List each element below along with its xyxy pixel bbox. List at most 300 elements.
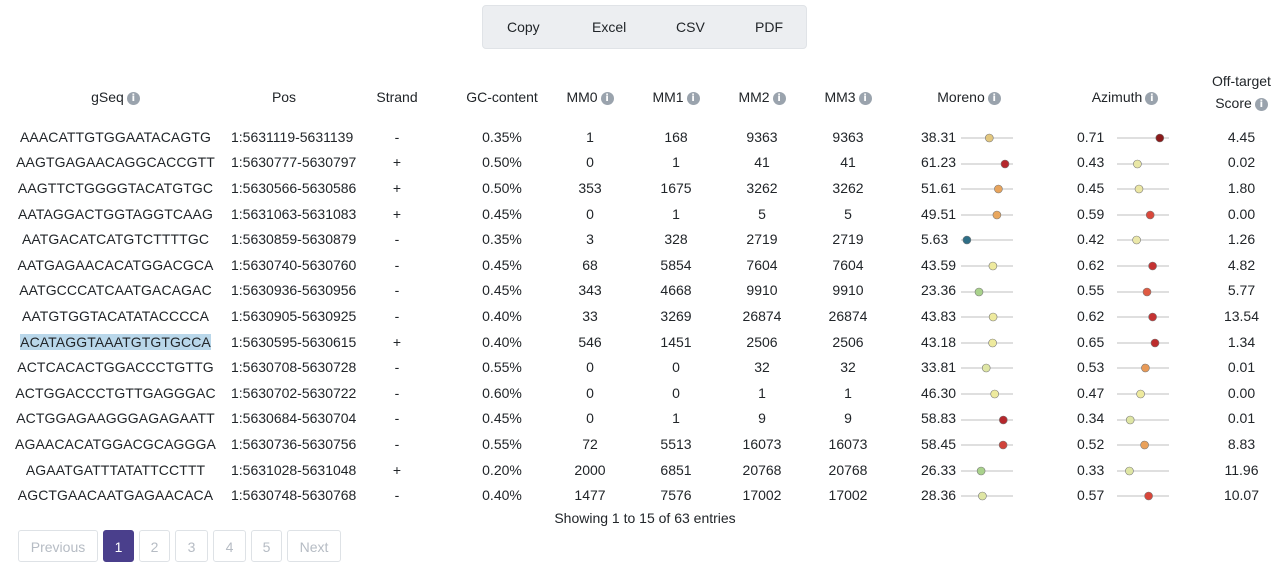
gseq-cell[interactable] <box>0 278 231 304</box>
moreno-score-marker <box>977 467 985 475</box>
mm0-cell: 0 <box>586 154 594 171</box>
mm0-cell: 33 <box>582 307 598 324</box>
header-label: Strand <box>376 89 418 105</box>
azimuth-score-value: 0.53 <box>1077 359 1105 376</box>
table-row[interactable] <box>0 406 1280 432</box>
moreno-score-cell <box>891 354 1047 380</box>
mm0-cell: 546 <box>578 333 602 350</box>
gseq-cell[interactable] <box>0 329 231 355</box>
pagination-next-button[interactable]: Next <box>287 530 341 562</box>
mm1-cell: 4668 <box>660 282 692 299</box>
mm0-cell: 0 <box>586 359 594 376</box>
mm2-cell: 2506 <box>746 333 778 350</box>
mm1-cell: 0 <box>672 384 680 401</box>
moreno-score-indicator <box>959 158 1015 170</box>
azimuth-score-marker <box>1137 390 1145 398</box>
offtarget-score-cell: 11.96 <box>1224 461 1259 478</box>
azimuth-score-indicator <box>1115 414 1171 426</box>
mm3-cell: 5 <box>844 205 852 222</box>
moreno-score-value: 43.83 <box>921 307 957 324</box>
column-header-moreno[interactable] <box>891 70 1047 124</box>
pagination-page-4[interactable]: 4 <box>213 530 246 562</box>
table-row[interactable] <box>0 124 1280 150</box>
strand-cell: - <box>394 231 400 248</box>
azimuth-score-value: 0.34 <box>1077 410 1105 427</box>
moreno-score-value: 51.61 <box>921 179 957 196</box>
table-row[interactable] <box>0 278 1280 304</box>
gc-content-cell: 0.35% <box>482 128 522 145</box>
pos-cell: 1:5631119-5631139 <box>231 128 354 145</box>
azimuth-score-cell <box>1047 201 1203 227</box>
excel-button[interactable]: Excel <box>592 19 627 35</box>
moreno-score-indicator <box>959 132 1015 144</box>
pos-cell: 1:5630936-5630956 <box>231 282 357 299</box>
moreno-score-marker <box>994 185 1002 193</box>
header-label: MM0 <box>566 89 598 105</box>
moreno-score-cell <box>891 380 1047 406</box>
gc-content-cell: 0.35% <box>482 231 522 248</box>
gseq-value: AGAATGATTTATATTCCTTT <box>25 461 206 478</box>
azimuth-score-value: 0.62 <box>1077 256 1105 273</box>
strand-cell: - <box>394 128 400 145</box>
azimuth-score-cell <box>1047 252 1203 278</box>
pos-cell: 1:5630702-5630722 <box>231 384 357 401</box>
azimuth-score-indicator <box>1115 183 1171 195</box>
moreno-score-indicator <box>959 286 1015 298</box>
mm2-cell: 3262 <box>746 179 778 196</box>
mm0-cell: 343 <box>578 282 602 299</box>
table-row[interactable] <box>0 303 1280 329</box>
strand-cell: - <box>394 384 400 401</box>
gseq-cell[interactable] <box>0 380 231 406</box>
moreno-score-cell <box>891 406 1047 432</box>
mm1-cell: 1 <box>672 154 680 171</box>
moreno-score-value: 61.23 <box>921 154 957 171</box>
moreno-score-cell <box>891 457 1047 483</box>
moreno-score-cell <box>891 482 1047 508</box>
moreno-score-value: 58.83 <box>921 410 957 427</box>
gseq-cell[interactable] <box>0 406 231 432</box>
mm2-cell: 9 <box>758 410 766 427</box>
azimuth-score-value: 0.33 <box>1077 461 1105 478</box>
gc-content-cell: 0.45% <box>482 282 522 299</box>
table-row[interactable] <box>0 175 1280 201</box>
header-label: gSeq <box>91 89 124 105</box>
table-row[interactable] <box>0 150 1280 176</box>
gc-content-cell: 0.45% <box>482 410 522 427</box>
offtarget-score-cell: 0.01 <box>1227 410 1256 427</box>
mm3-cell: 2719 <box>832 231 864 248</box>
moreno-score-indicator <box>959 337 1015 349</box>
mm3-cell: 20768 <box>828 461 868 478</box>
mm3-cell: 2506 <box>832 333 864 350</box>
column-header-gseq[interactable] <box>0 70 231 124</box>
gseq-value: ACATAGGTAAATGTGTGCCA <box>20 333 211 350</box>
azimuth-score-cell <box>1047 380 1203 406</box>
azimuth-score-cell <box>1047 482 1203 508</box>
table-row[interactable] <box>0 252 1280 278</box>
table-header-row <box>0 70 1280 124</box>
gseq-cell[interactable] <box>0 431 231 457</box>
mm1-cell: 6851 <box>660 461 692 478</box>
mm3-cell: 41 <box>840 154 856 171</box>
moreno-score-marker <box>991 390 999 398</box>
azimuth-score-indicator <box>1115 490 1171 502</box>
moreno-score-value: 5.63 <box>921 231 949 248</box>
header-label: MM3 <box>824 89 856 105</box>
azimuth-score-indicator <box>1115 465 1171 477</box>
strand-cell: - <box>394 282 400 299</box>
azimuth-score-value: 0.47 <box>1077 384 1105 401</box>
header-label: Pos <box>271 89 297 105</box>
gc-content-cell: 0.45% <box>482 256 522 273</box>
mm2-cell: 9363 <box>746 128 778 145</box>
gseq-cell[interactable] <box>0 175 231 201</box>
gseq-value: AAGTGAGAACAGGCACCGTT <box>16 154 215 171</box>
azimuth-score-marker <box>1125 467 1133 475</box>
azimuth-score-marker <box>1135 185 1143 193</box>
pagination-page-3[interactable]: 3 <box>175 530 208 562</box>
offtarget-score-cell: 1.26 <box>1227 231 1256 248</box>
moreno-score-indicator <box>959 465 1015 477</box>
mm3-cell: 16073 <box>828 435 868 452</box>
header-label: Moreno <box>937 89 985 105</box>
mm1-cell: 1 <box>672 410 680 427</box>
mm1-cell: 1451 <box>660 333 692 350</box>
gseq-cell[interactable] <box>0 303 231 329</box>
mm0-cell: 3 <box>586 231 594 248</box>
azimuth-score-indicator <box>1115 337 1171 349</box>
mm3-cell: 9 <box>844 410 852 427</box>
info-icon[interactable]: i <box>127 92 140 105</box>
header-label: Off-target <box>1212 73 1271 89</box>
azimuth-score-cell <box>1047 124 1203 150</box>
info-icon[interactable]: i <box>687 92 700 105</box>
moreno-score-indicator <box>959 209 1015 221</box>
mm2-cell: 9910 <box>746 282 778 299</box>
mm0-cell: 0 <box>586 205 594 222</box>
info-icon[interactable]: i <box>859 92 872 105</box>
gseq-value: ACTGGAGAAGGGAGAGAATT <box>16 410 215 427</box>
gc-content-cell: 0.55% <box>482 359 522 376</box>
offtarget-score-cell: 5.77 <box>1227 282 1256 299</box>
azimuth-score-cell <box>1047 303 1203 329</box>
moreno-score-value: 38.31 <box>921 128 957 145</box>
column-header-offtarget-score[interactable] <box>1203 70 1280 124</box>
offtarget-score-cell: 0.00 <box>1227 205 1256 222</box>
offtarget-score-cell: 0.02 <box>1227 154 1256 171</box>
mm2-cell: 20768 <box>742 461 782 478</box>
info-icon[interactable]: i <box>1145 92 1158 105</box>
mm2-cell: 17002 <box>742 487 782 504</box>
mm2-cell: 2719 <box>746 231 778 248</box>
column-header-azimuth[interactable] <box>1047 70 1203 124</box>
moreno-score-marker <box>1001 160 1009 168</box>
moreno-score-value: 49.51 <box>921 205 957 222</box>
mm2-cell: 16073 <box>742 435 782 452</box>
gc-content-cell: 0.20% <box>482 461 522 478</box>
gseq-cell[interactable] <box>0 457 231 483</box>
azimuth-score-cell <box>1047 175 1203 201</box>
azimuth-score-cell <box>1047 406 1203 432</box>
mm1-cell: 328 <box>664 231 688 248</box>
pagination-page-2[interactable]: 2 <box>139 530 170 562</box>
moreno-score-cell <box>891 303 1047 329</box>
mm1-cell: 5513 <box>660 435 692 452</box>
mm2-cell: 7604 <box>746 256 778 273</box>
moreno-score-value: 28.36 <box>921 487 957 504</box>
azimuth-score-marker <box>1133 236 1141 244</box>
table-row[interactable] <box>0 201 1280 227</box>
pos-cell: 1:5630684-5630704 <box>231 410 357 427</box>
gseq-value: AATGCCCATCAATGACAGAC <box>19 282 212 299</box>
azimuth-score-marker <box>1143 288 1151 296</box>
gseq-cell[interactable] <box>0 252 231 278</box>
table-row[interactable] <box>0 329 1280 355</box>
mm0-cell: 1477 <box>574 487 606 504</box>
gseq-value: AATGAGAACACATGGACGCA <box>17 256 214 273</box>
azimuth-score-indicator <box>1115 362 1171 374</box>
moreno-score-cell <box>891 278 1047 304</box>
gc-content-cell: 0.40% <box>482 333 522 350</box>
mm2-cell: 26874 <box>742 307 782 324</box>
table-row[interactable] <box>0 380 1280 406</box>
mm3-cell: 1 <box>844 384 852 401</box>
offtarget-score-cell: 1.80 <box>1227 179 1256 196</box>
moreno-score-cell <box>891 431 1047 457</box>
pos-cell: 1:5630566-5630586 <box>231 179 357 196</box>
column-header-mm0[interactable] <box>547 70 633 124</box>
gseq-cell[interactable] <box>0 354 231 380</box>
mm3-cell: 7604 <box>832 256 864 273</box>
moreno-score-indicator <box>959 183 1015 195</box>
moreno-score-marker <box>978 492 986 500</box>
azimuth-score-value: 0.45 <box>1077 179 1105 196</box>
gseq-value: AATGACATCATGTCTTTTGC <box>21 231 210 248</box>
gc-content-cell: 0.55% <box>482 435 522 452</box>
moreno-score-indicator <box>959 234 1015 246</box>
strand-cell: - <box>394 410 400 427</box>
moreno-score-marker <box>982 364 990 372</box>
moreno-score-indicator <box>959 414 1015 426</box>
azimuth-score-cell <box>1047 278 1203 304</box>
mm3-cell: 17002 <box>828 487 868 504</box>
strand-cell: + <box>392 333 402 350</box>
mm1-cell: 1 <box>672 205 680 222</box>
csv-button[interactable]: CSV <box>676 19 705 35</box>
pos-cell: 1:5630740-5630760 <box>231 256 357 273</box>
gc-content-cell: 0.40% <box>482 487 522 504</box>
moreno-score-indicator <box>959 439 1015 451</box>
azimuth-score-indicator <box>1115 260 1171 272</box>
offtarget-score-cell: 4.82 <box>1227 256 1256 273</box>
moreno-score-cell <box>891 252 1047 278</box>
column-header-mm1[interactable] <box>633 70 719 124</box>
gseq-value: AAACATTGTGGAATACAGTG <box>19 128 211 145</box>
moreno-score-value: 23.36 <box>921 282 957 299</box>
mm0-cell: 353 <box>578 179 602 196</box>
mm0-cell: 2000 <box>574 461 606 478</box>
gseq-cell[interactable] <box>0 124 231 150</box>
mm0-cell: 1 <box>586 128 594 145</box>
gseq-value: ACTGGACCCTGTTGAGGGAC <box>15 384 216 401</box>
strand-cell: + <box>392 179 402 196</box>
azimuth-score-indicator <box>1115 234 1171 246</box>
header-label: GC-content <box>466 89 538 105</box>
gseq-value: ACTCACACTGGACCCTGTTG <box>17 359 214 376</box>
azimuth-score-marker <box>1149 313 1157 321</box>
table-row[interactable] <box>0 482 1280 508</box>
info-icon[interactable]: i <box>601 92 614 105</box>
azimuth-score-cell <box>1047 329 1203 355</box>
azimuth-score-value: 0.57 <box>1077 487 1105 504</box>
mm3-cell: 9363 <box>832 128 864 145</box>
azimuth-score-marker <box>1141 441 1149 449</box>
offtarget-score-cell: 13.54 <box>1223 307 1260 324</box>
mm1-cell: 5854 <box>660 256 692 273</box>
azimuth-score-value: 0.62 <box>1077 307 1105 324</box>
azimuth-score-marker <box>1149 262 1157 270</box>
moreno-score-indicator <box>959 362 1015 374</box>
pos-cell: 1:5630859-5630879 <box>231 231 357 248</box>
mm1-cell: 0 <box>672 359 680 376</box>
column-header-pos[interactable] <box>231 70 337 124</box>
table-info: Showing 1 to 15 of 63 entries <box>554 510 736 526</box>
azimuth-score-marker <box>1126 416 1134 424</box>
moreno-score-marker <box>975 288 983 296</box>
moreno-score-marker <box>989 339 997 347</box>
column-header-gc-content[interactable] <box>457 70 547 124</box>
azimuth-score-value: 0.65 <box>1077 333 1105 350</box>
azimuth-score-indicator <box>1115 388 1171 400</box>
azimuth-score-cell <box>1047 457 1203 483</box>
copy-button[interactable]: Copy <box>507 19 540 35</box>
moreno-score-value: 43.18 <box>921 333 957 350</box>
azimuth-score-marker <box>1156 134 1164 142</box>
pos-cell: 1:5630595-5630615 <box>231 333 357 350</box>
header-label: MM2 <box>738 89 770 105</box>
gseq-value: AATAGGACTGGTAGGTCAAG <box>18 205 213 222</box>
azimuth-score-indicator <box>1115 158 1171 170</box>
offtarget-score-cell: 4.45 <box>1227 128 1256 145</box>
moreno-score-indicator <box>959 311 1015 323</box>
pagination-previous-button[interactable]: Previous <box>18 530 98 562</box>
info-icon[interactable]: i <box>988 92 1001 105</box>
strand-cell: - <box>394 256 400 273</box>
gseq-value: AGCTGAACAATGAGAACACA <box>17 487 214 504</box>
gseq-cell[interactable] <box>0 482 231 508</box>
info-icon[interactable]: i <box>1255 98 1268 111</box>
table-row[interactable] <box>0 431 1280 457</box>
azimuth-score-marker <box>1151 339 1159 347</box>
moreno-score-marker <box>989 262 997 270</box>
pagination-page-1[interactable]: 1 <box>103 530 134 562</box>
pos-cell: 1:5630777-5630797 <box>231 154 357 171</box>
table-row[interactable] <box>0 457 1280 483</box>
azimuth-score-indicator <box>1115 439 1171 451</box>
mm3-cell: 3262 <box>832 179 864 196</box>
gc-content-cell: 0.50% <box>482 179 522 196</box>
column-header-mm2[interactable] <box>719 70 805 124</box>
gseq-value: AGAACACATGGACGCAGGGA <box>15 435 216 452</box>
mm3-cell: 32 <box>840 359 856 376</box>
mm2-cell: 5 <box>758 205 766 222</box>
gseq-cell[interactable] <box>0 226 231 252</box>
azimuth-score-indicator <box>1115 132 1171 144</box>
gseq-cell[interactable] <box>0 150 231 176</box>
moreno-score-value: 58.45 <box>921 435 957 452</box>
offtarget-score-cell: 10.07 <box>1223 487 1260 504</box>
gseq-cell[interactable] <box>0 201 231 227</box>
strand-cell: + <box>392 461 402 478</box>
pagination-page-5[interactable]: 5 <box>251 530 282 562</box>
moreno-score-value: 33.81 <box>921 359 957 376</box>
moreno-score-cell <box>891 175 1047 201</box>
azimuth-score-marker <box>1133 160 1141 168</box>
pos-cell: 1:5631028-5631048 <box>231 461 357 478</box>
azimuth-score-value: 0.42 <box>1077 231 1105 248</box>
mm3-cell: 9910 <box>832 282 864 299</box>
strand-cell: - <box>394 435 400 452</box>
moreno-score-indicator <box>959 388 1015 400</box>
table-row[interactable] <box>0 226 1280 252</box>
mm0-cell: 0 <box>586 410 594 427</box>
pdf-button[interactable]: PDF <box>755 19 783 35</box>
azimuth-score-value: 0.43 <box>1077 154 1105 171</box>
mm1-cell: 7576 <box>660 487 692 504</box>
azimuth-score-cell <box>1047 431 1203 457</box>
column-header-strand[interactable] <box>337 70 457 124</box>
gc-content-cell: 0.40% <box>482 307 522 324</box>
pos-cell: 1:5630736-5630756 <box>231 435 357 452</box>
strand-cell: - <box>394 487 400 504</box>
azimuth-score-value: 0.71 <box>1077 128 1105 145</box>
mm0-cell: 72 <box>582 435 598 452</box>
moreno-score-marker <box>989 313 997 321</box>
strand-cell: + <box>392 154 402 171</box>
mm3-cell: 26874 <box>828 307 868 324</box>
mm1-cell: 1675 <box>660 179 692 196</box>
azimuth-score-value: 0.55 <box>1077 282 1105 299</box>
moreno-score-indicator <box>959 260 1015 272</box>
column-header-mm3[interactable] <box>805 70 891 124</box>
moreno-score-cell <box>891 329 1047 355</box>
azimuth-score-indicator <box>1115 286 1171 298</box>
mm0-cell: 68 <box>582 256 598 273</box>
header-label: Score <box>1215 95 1252 111</box>
offtarget-score-cell: 0.01 <box>1227 359 1256 376</box>
moreno-score-marker <box>999 416 1007 424</box>
moreno-score-marker <box>963 236 971 244</box>
azimuth-score-marker <box>1141 364 1149 372</box>
pos-cell: 1:5631063-5631083 <box>231 205 357 222</box>
info-icon[interactable]: i <box>773 92 786 105</box>
header-label: MM1 <box>652 89 684 105</box>
gseq-value: AATGTGGTACATATACCCCA <box>21 307 210 324</box>
strand-cell: + <box>392 205 402 222</box>
azimuth-score-cell <box>1047 226 1203 252</box>
gc-content-cell: 0.45% <box>482 205 522 222</box>
azimuth-score-value: 0.52 <box>1077 435 1105 452</box>
grna-results-table <box>0 70 1280 508</box>
offtarget-score-cell: 8.83 <box>1227 435 1256 452</box>
azimuth-score-marker <box>1146 211 1154 219</box>
pos-cell: 1:5630905-5630925 <box>231 307 357 324</box>
table-row[interactable] <box>0 354 1280 380</box>
azimuth-score-cell <box>1047 354 1203 380</box>
offtarget-score-cell: 1.34 <box>1227 333 1256 350</box>
mm1-cell: 3269 <box>660 307 692 324</box>
